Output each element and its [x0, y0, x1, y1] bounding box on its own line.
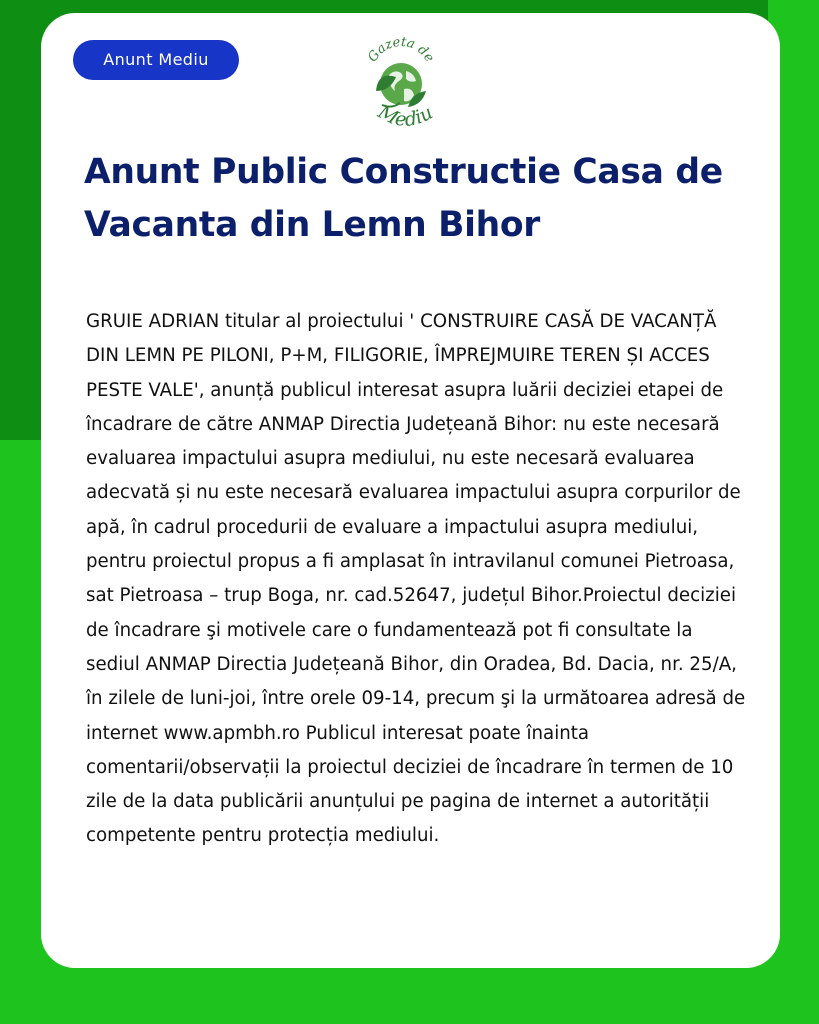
article-body: GRUIE ADRIAN titular al proiectului ' CONSTRUIRE CASĂ DE VACANȚĂ DIN LEMN PE PILONI, P+M, FILIGORIE, ÎMPREJMUIRE TEREN ȘI ACCES PESTE VALE', anunță publicul interesat asupra luării deciziei etapei de încadrare de către ANMAP Directia Județeană Bihor: nu este necesară evaluarea impactului asupra mediului, nu este necesară evaluarea adecvată și nu este necesară evaluarea impactului asupra corpurilor de apă, în cadrul procedurii de evaluare a impactului asupra mediului, pentru proiectul propus a fi amplasat în intravilanul comunei Pietroasa, sat Pietroasa – trup Boga, nr. cad.52647, județul Bihor.Proiectul deciziei de încadrare şi motivele care o fundamentează pot fi consultate la sediul ANMAP Directia Județeană Bihor, din Oradea, Bd. Dacia, nr. 25/A, în zilele de luni-joi, între orele 09-14, precum şi la următoarea adresă de internet www.apmbh.ro Publicul interesat poate înainta comentarii/observații la proiectul deciziei de încadrare în termen de 10 zile de la data publicării anunțului pe pagina de internet a autorității competente pentru protecția mediului. [86, 311, 746, 847]
logo-bottom-text: Mediu [374, 100, 437, 132]
svg-text:Mediu [374, 100, 437, 131]
logo-top-text: Gazeta de [365, 35, 437, 65]
svg-text:Gazeta de [365, 35, 437, 65]
category-badge[interactable]: Anunt Mediu [73, 40, 239, 80]
announcement-card [41, 13, 780, 968]
logo-globe-icon [356, 35, 446, 141]
gazeta-de-mediu-logo [356, 35, 446, 141]
article-title: Anunt Public Constructie Casa de Vacanta din Lemn Bihor [84, 152, 723, 245]
